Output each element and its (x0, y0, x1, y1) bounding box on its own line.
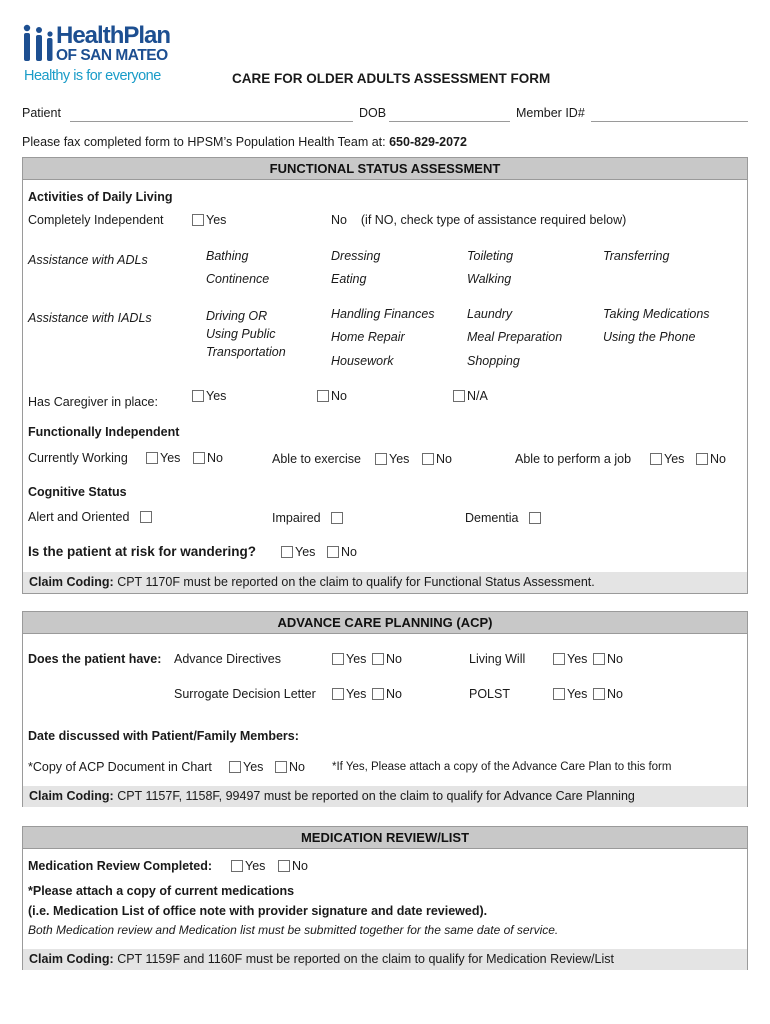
assist-iadls-label: Assistance with IADLs (28, 311, 152, 325)
no-label: No (436, 452, 452, 466)
copy-in-chart-yes[interactable] (229, 760, 263, 774)
caregiver-no[interactable] (317, 389, 347, 403)
adl-eating[interactable]: Eating (331, 272, 367, 286)
copy-in-chart-no[interactable] (275, 760, 305, 774)
acp-claim-coding (23, 786, 747, 807)
checkbox[interactable] (278, 860, 290, 872)
iadl-laundry[interactable]: Laundry (467, 307, 513, 321)
yes-label: Yes (295, 545, 316, 559)
yes-label: Yes (346, 687, 367, 701)
living-will-yes[interactable] (553, 652, 587, 666)
currently-working-label: Currently Working (28, 451, 128, 465)
yes-label: Yes (160, 451, 181, 465)
completely-independent-label: Completely Independent (28, 213, 164, 227)
member-id-field[interactable] (591, 121, 748, 122)
caregiver-na[interactable] (453, 389, 488, 403)
iadl-finances[interactable]: Handling Finances (331, 307, 435, 321)
patient-label: Patient (22, 106, 61, 120)
checkbox[interactable] (331, 512, 343, 524)
polst-yes[interactable] (553, 687, 587, 701)
living-will-no[interactable] (593, 652, 623, 666)
yes-label: Yes (243, 760, 264, 774)
attach-acp-note: *If Yes, Please attach a copy of the Advance Care Plan to this form (332, 761, 672, 773)
able-exercise-no[interactable] (422, 452, 452, 466)
checkbox[interactable] (192, 214, 204, 226)
form-title: CARE FOR OLDER ADULTS ASSESSMENT FORM (232, 71, 551, 86)
dob-label: DOB (359, 106, 387, 120)
checkbox[interactable] (332, 688, 344, 700)
surrogate-letter-yes[interactable] (332, 687, 366, 701)
no-label: No (289, 760, 305, 774)
fax-text: Please fax completed form to HPSM’s Population Health Team at: (22, 135, 390, 149)
checkbox[interactable] (593, 653, 605, 665)
yes-label: Yes (346, 652, 367, 666)
claim-text: CPT 1159F and 1160F must be reported on the claim to qualify for Medication Review/List (113, 952, 614, 966)
member-id-label: Member ID# (516, 106, 585, 120)
checkbox[interactable] (650, 453, 662, 465)
no-label: No (331, 389, 347, 403)
checkbox[interactable] (553, 653, 565, 665)
claim-label: Claim Coding: (29, 575, 114, 589)
wandering-yes[interactable] (281, 545, 315, 559)
functional-status-header: FUNCTIONAL STATUS ASSESSMENT (23, 158, 747, 180)
acp-section (22, 611, 748, 807)
functionally-independent-heading: Functionally Independent (28, 425, 180, 439)
claim-text: CPT 1170F must be reported on the claim to qualify for Functional Status Assessment. (113, 575, 595, 589)
medication-claim-coding (23, 949, 747, 970)
iadl-driving-line2: Using Public (206, 327, 276, 341)
able-job-yes[interactable] (650, 452, 684, 466)
adl-dressing[interactable]: Dressing (331, 249, 381, 263)
attach-medications-line2: (i.e. Medication List of office note with provider signature and date reviewed). (28, 904, 488, 918)
yes-label: Yes (567, 687, 588, 701)
checkbox[interactable] (529, 512, 541, 524)
wandering-no[interactable] (327, 545, 357, 559)
cognitive-status-heading: Cognitive Status (28, 485, 127, 499)
no-label: No (386, 687, 402, 701)
both-required-note: Both Medication review and Medication list must be submitted together for the same date of service. (28, 923, 559, 937)
checkbox[interactable] (375, 453, 387, 465)
review-completed-label: Medication Review Completed: (28, 859, 213, 873)
iadl-housework[interactable]: Housework (331, 354, 394, 368)
review-completed-yes[interactable] (231, 859, 265, 873)
medication-section (22, 826, 748, 970)
no-label: No (386, 652, 402, 666)
adl-transferring[interactable]: Transferring (603, 249, 670, 263)
advance-directives-no[interactable] (372, 652, 402, 666)
logo-tagline: Healthy is for everyone (24, 68, 161, 84)
no-label: No (292, 859, 308, 873)
fax-number: 650-829-2072 (389, 135, 467, 149)
checkbox[interactable] (372, 688, 384, 700)
checkbox[interactable] (553, 688, 565, 700)
able-job-label: Able to perform a job (515, 452, 632, 466)
caregiver-label: Has Caregiver in place: (28, 395, 158, 409)
checkbox[interactable] (193, 452, 205, 464)
claim-text: CPT 1157F, 1158F, 99497 must be reported on the claim to qualify for Advance Care Planning (113, 789, 635, 803)
yes-label: Yes (245, 859, 266, 873)
adl-heading: Activities of Daily Living (28, 190, 173, 204)
currently-working-no[interactable] (193, 451, 223, 465)
no-label: No (341, 545, 357, 559)
iadl-home-repair[interactable]: Home Repair (331, 330, 405, 344)
yes-label: Yes (206, 389, 227, 403)
currently-working-yes[interactable] (146, 451, 180, 465)
yes-label: Yes (206, 213, 227, 227)
no-label: No (607, 687, 623, 701)
no-label: No (607, 652, 623, 666)
checkbox[interactable] (275, 761, 287, 773)
surrogate-letter-label: Surrogate Decision Letter (174, 687, 316, 701)
checkbox[interactable] (332, 653, 344, 665)
iadl-phone[interactable]: Using the Phone (603, 330, 696, 344)
alert-oriented[interactable] (28, 510, 154, 524)
able-job-no[interactable] (696, 452, 726, 466)
yes-label: Yes (567, 652, 588, 666)
able-exercise-label: Able to exercise (272, 452, 361, 466)
yes-label: Yes (664, 452, 685, 466)
patient-field[interactable] (70, 121, 353, 122)
checkbox[interactable] (146, 452, 158, 464)
checkbox[interactable] (453, 390, 465, 402)
checkbox[interactable] (327, 546, 339, 558)
checkbox[interactable] (696, 453, 708, 465)
no-label: No (710, 452, 726, 466)
yes-label: Yes (389, 452, 410, 466)
polst-label: POLST (469, 687, 510, 701)
functional-claim-coding (23, 572, 747, 593)
claim-label: Claim Coding: (29, 952, 114, 966)
review-completed-no[interactable] (278, 859, 308, 873)
copy-in-chart-label: *Copy of ACP Document in Chart (28, 760, 212, 774)
dementia[interactable] (465, 511, 543, 525)
completely-independent-yes[interactable] (192, 213, 226, 227)
does-patient-have: Does the patient have: (28, 652, 162, 666)
checkbox[interactable] (317, 390, 329, 402)
fax-instruction (22, 135, 467, 149)
caregiver-yes[interactable] (192, 389, 226, 403)
na-label: N/A (467, 389, 488, 403)
alert-oriented-label: Alert and Oriented (28, 510, 130, 524)
medication-header: MEDICATION REVIEW/LIST (23, 827, 747, 849)
checkbox[interactable] (372, 653, 384, 665)
checkbox[interactable] (281, 546, 293, 558)
adl-continence[interactable]: Continence (206, 272, 270, 286)
assist-adls-label: Assistance with ADLs (28, 253, 148, 267)
checkbox[interactable] (192, 390, 204, 402)
family-logo-icon (22, 24, 56, 64)
claim-label: Claim Coding: (29, 789, 114, 803)
completely-independent-no (331, 213, 626, 227)
advance-directives-label: Advance Directives (174, 652, 281, 666)
living-will-label: Living Will (469, 652, 526, 666)
adl-walking[interactable]: Walking (467, 272, 512, 286)
iadl-driving-line1: Driving OR (206, 309, 268, 323)
acp-header: ADVANCE CARE PLANNING (ACP) (23, 612, 747, 634)
checkbox[interactable] (140, 511, 152, 523)
iadl-driving[interactable] (206, 307, 286, 361)
dob-field[interactable] (389, 121, 510, 122)
no-label: No (331, 213, 347, 227)
adl-bathing[interactable]: Bathing (206, 249, 249, 263)
iadl-driving-line3: Transportation (206, 345, 286, 359)
iadl-meal-prep[interactable]: Meal Preparation (467, 330, 563, 344)
dementia-label: Dementia (465, 511, 519, 525)
checkbox[interactable] (422, 453, 434, 465)
iadl-shopping[interactable]: Shopping (467, 354, 520, 368)
no-note: (if NO, check type of assistance required below) (360, 213, 627, 227)
functional-status-section (22, 157, 748, 594)
impaired[interactable] (272, 511, 345, 525)
advance-directives-yes[interactable] (332, 652, 366, 666)
adl-toileting[interactable]: Toileting (467, 249, 514, 263)
able-exercise-yes[interactable] (375, 452, 409, 466)
logo-line2: OF SAN MATEO (56, 47, 168, 64)
polst-no[interactable] (593, 687, 623, 701)
checkbox[interactable] (231, 860, 243, 872)
checkbox[interactable] (593, 688, 605, 700)
attach-medications-line1: *Please attach a copy of current medications (28, 884, 295, 898)
wandering-question: Is the patient at risk for wandering? (28, 544, 257, 559)
impaired-label: Impaired (272, 511, 321, 525)
iadl-medications[interactable]: Taking Medications (603, 307, 710, 321)
surrogate-letter-no[interactable] (372, 687, 402, 701)
checkbox[interactable] (229, 761, 241, 773)
no-label: No (207, 451, 223, 465)
date-discussed-label: Date discussed with Patient/Family Members: (28, 729, 299, 743)
logo-line1: HealthPlan (56, 22, 171, 49)
